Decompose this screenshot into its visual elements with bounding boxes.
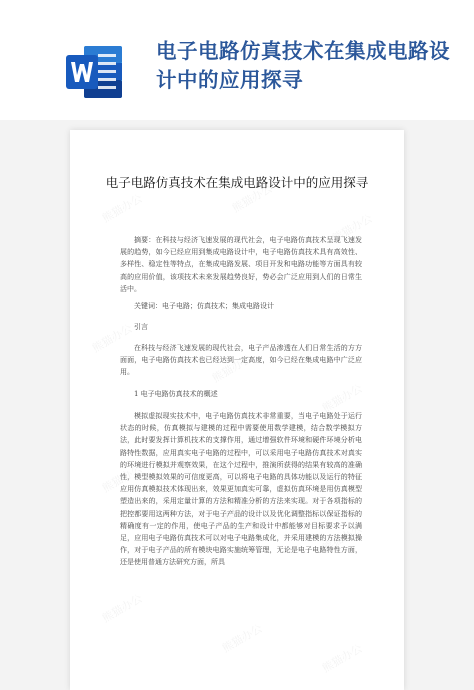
watermark-text: 熊猫办公 [99, 461, 145, 496]
page-header [0, 0, 474, 120]
watermark-text: 熊猫办公 [329, 211, 375, 246]
watermark-text: 熊猫办公 [319, 641, 365, 676]
watermark-text: 熊猫办公 [219, 621, 265, 656]
section-heading: 1 电子电路仿真技术的概述 [134, 390, 218, 398]
intro-paragraph: 在科技与经济飞速发展的现代社会，电子产品渗透在人们日常生活的方方面面，电子电路仿真技术也已经达到一定高度，如今已经在集成电路中广泛应用。 [120, 344, 362, 377]
document-page [70, 130, 404, 690]
document-title: 电子电路仿真技术在集成电路设计中的应用探寻 [105, 175, 369, 190]
watermark-text: 熊猫办公 [99, 591, 145, 626]
watermark-text: 熊猫办公 [209, 351, 255, 386]
watermark-text: 熊猫办公 [319, 381, 365, 416]
watermark-text: 熊猫办公 [319, 521, 365, 556]
header-title: 电子电路仿真技术在集成电路设计中的应用探寻 [156, 39, 450, 92]
watermark-text: 熊猫办公 [229, 181, 275, 216]
abstract-paragraph: 摘要：在科技与经济飞速发展的现代社会，电子电路仿真技术呈现飞速发展的趋势，如今已经应用到集成电路设计中，电子电路仿真技术具有高效性、多样性、稳定性等特点，在集成电路发展、项目开发和电路功能等方面具有较高的应用价值，该项技术未来发展趋势良好，势必会广泛应用到人们的日常生活中。 [120, 236, 362, 293]
watermark-text: 熊猫办公 [99, 191, 145, 226]
watermark-text: 熊猫办公 [219, 491, 265, 526]
keywords-line: 关键词：电子电路；仿真技术；集成电路设计 [134, 302, 274, 310]
section-paragraph: 模拟虚拟现实技术中，电子电路仿真技术非常重要，当电子电路处于运行状态的时候，仿真模拟与建模的过程中需要使用数学建模，结合数学模拟方法，此时要发挥计算机技术的支撑作用，通过增强软件环境和硬件环境分析电路特性数据，应用真实电子电路的过程中，可以采用电子电路仿真技术对真实的环境进行模拟并观察效果，在这个过程中，推演所获得的结果有较高的准确性，模型模拟效果的可信度更高，可以将电子电路的具体功能以及运行的特征应用仿真模拟技术体现出来，效果更加真实可靠，虚拟仿真环境是用仿真模型塑造出来的，采用定量计算的方法和精准分析的方法来实现。对于各项指标的把控都要用这两种方法，对于电子产品的设计以及优化调整指标以保证指标的精确度有一定的作用，使电子产品的生产和设计中都能够对目标要求予以满足，应用电子电路仿真技术可以对电子电路集成化，并采用建模的方法模拟操作，对于电子产品的所有模块电路实施统筹管理，无论是电子电路特性方面，还是使用普通方法研究方面，所具 [120, 412, 362, 567]
intro-heading: 引言 [134, 323, 148, 331]
watermark-text: 熊猫办公 [89, 321, 135, 356]
word-document-icon [62, 40, 126, 104]
